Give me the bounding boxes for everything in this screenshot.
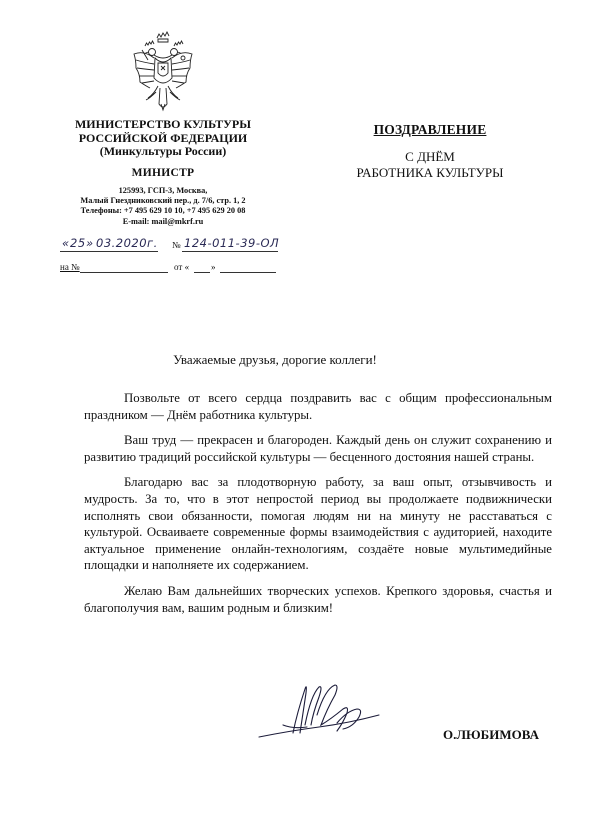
document-subtitle	[330, 149, 530, 181]
paragraph: Ваш труд — прекрасен и благороден. Каждый день он служит сохранению и развитию традиций российской культуры — бесценного достояния нашей страны.	[84, 433, 552, 464]
paragraph: Благодарю вас за плодотворную работу, за ваш опыт, отзывчивость и мудрость. За то, что в этот непростой период вы продолжаете подвижнически исполнять свои обязанности, помогая людям ни на минуту не расставаться с культурой. Осваиваете современные формы взаимодействия с аудиторией, находите актуальное применение онлайн-технологиям, создаёте новые мультимедийные площадки и наполняете их содержанием.	[84, 475, 552, 573]
phones-line: Телефоны: +7 495 629 10 10, +7 495 629 20 08	[80, 206, 246, 216]
paragraph: Желаю Вам дальнейших творческих успехов. Крепкого здоровья, счастья и благополучия вам, вашим родным и близким!	[84, 583, 552, 615]
number-label: №	[172, 240, 181, 250]
address-line-2: Малый Гнездниковский пер., д. 7/6, стр. 1, 2	[80, 196, 246, 206]
org-line-1: МИНИСТЕРСТВО КУЛЬТУРЫ	[74, 117, 252, 131]
minister-title: МИНИСТР	[131, 167, 195, 179]
org-line-3: (Минкультуры России)	[99, 144, 227, 158]
ref-number-label: на №	[60, 262, 80, 272]
outgoing-number: 124-011-39-ОЛ	[184, 236, 280, 250]
ministry-name	[58, 118, 268, 159]
org-line-2: РОССИЙСКОЙ ФЕДЕРАЦИИ	[78, 130, 248, 145]
ministry-address	[58, 186, 268, 227]
email-line: E-mail: mail@mkrf.ru	[122, 216, 204, 226]
ref-number-underline	[80, 272, 168, 273]
date-day: 25	[70, 236, 86, 250]
signer-name: О.ЛЮБИМОВА	[443, 727, 540, 742]
ref-from-close: »	[211, 262, 216, 272]
date-open-quote: «	[62, 236, 70, 250]
date-underline	[60, 251, 158, 252]
handwritten-signature	[255, 675, 385, 755]
subtitle-line-1: С ДНЁМ	[405, 149, 455, 164]
coat-of-arms-emblem	[130, 30, 196, 114]
greeting: Уважаемые друзья, дорогие коллеги!	[173, 352, 377, 367]
number-underline	[182, 251, 278, 252]
ref-day-underline	[194, 272, 210, 273]
date-month-year: 03.2020г.	[96, 236, 158, 250]
letter-body	[84, 390, 552, 625]
paragraph: Позвольте от всего сердца поздравить вас с общим профессиональным праздником — Днём работника культуры.	[84, 391, 552, 422]
subtitle-line-2: РАБОТНИКА КУЛЬТУРЫ	[356, 165, 504, 180]
date-close-quote: »	[86, 236, 94, 250]
document-title: ПОЗДРАВЛЕНИЕ	[373, 122, 487, 137]
ref-from-label: от «	[174, 262, 190, 272]
address-line-1: 125993, ГСП-3, Москва,	[118, 186, 208, 195]
ref-date-underline	[220, 272, 276, 273]
